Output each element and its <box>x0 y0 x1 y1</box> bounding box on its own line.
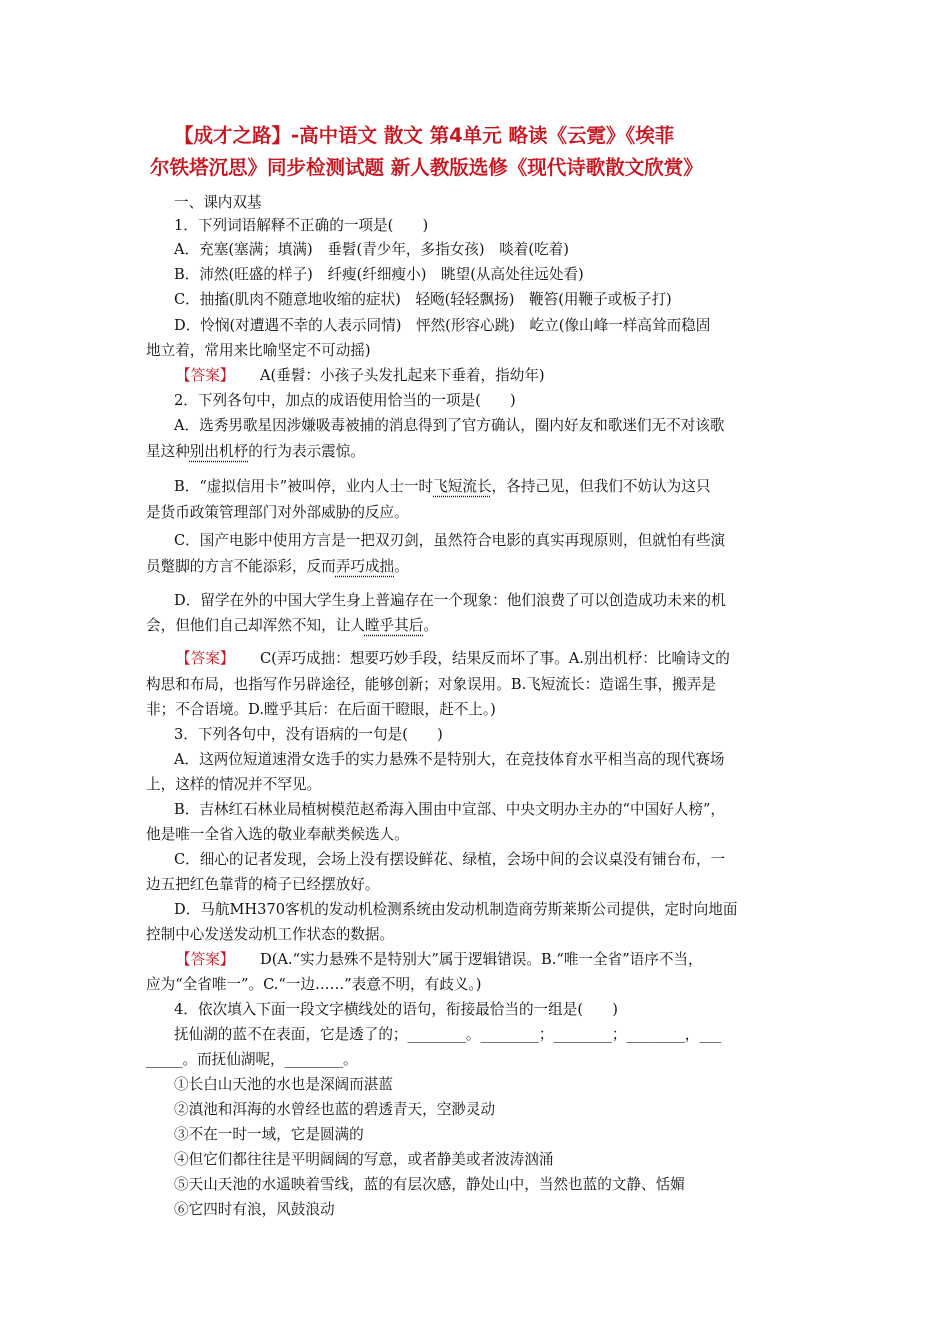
question-4-option-4: ④但它们都往往是平明阔阔的写意，或者静美或者波涛汹涌 <box>174 1151 554 1168</box>
question-4-passage: 抚仙湖的蓝不在表面，它是透了的；________。________；________；________，___ <box>174 1026 722 1043</box>
text: 员蹩脚的方言不能添彩，反而 <box>146 558 336 575</box>
question-2-option-a-cont <box>146 441 365 463</box>
question-1-option-d: D．怜悯(对遭遇不幸的人表示同情) 怦然(形容心跳) 屹立(像山峰一样高耸而稳固 <box>174 317 711 334</box>
question-4: 4．依次填入下面一段文字横线处的语句，衔接最恰当的一组是( ) <box>174 1001 618 1018</box>
answer-3-label: 【答案】 <box>176 951 235 968</box>
question-4-option-5: ⑤天山天池的水遥映着雪线，蓝的有层次感，静处山中，当然也蓝的文静、恬媚 <box>174 1176 685 1193</box>
question-3-option-a: A．这两位短道速滑女选手的实力悬殊不是特别大，在竞技体育水平相当高的现代赛场 <box>174 751 725 768</box>
text: 的行为表示震惊。 <box>248 443 365 460</box>
question-1-option-b: B．沛然(旺盛的样子) 纤瘦(纤细瘦小) 眺望(从高处往远处看) <box>174 266 584 283</box>
question-1-option-a: A．充塞(塞满；填满) 垂髫(青少年，多指女孩) 啖着(吃着) <box>174 241 569 258</box>
dotted-idiom: 弄巧成拙 <box>335 558 395 575</box>
question-1-option-d-cont: 地立着，常用来比喻坚定不可动摇) <box>146 342 371 359</box>
document-title-line-2: 尔铁塔沉思》同步检测试题 新人教版选修《现代诗歌散文欣赏》 <box>150 156 703 179</box>
question-1-option-c: C．抽搐(肌肉不随意地收缩的症状) 轻飏(轻轻飘扬) 鞭笞(用鞭子或板子打) <box>174 291 672 308</box>
question-4-option-6: ⑥它四时有浪，风鼓浪动 <box>174 1201 335 1218</box>
question-2-option-b <box>174 476 710 498</box>
question-4-option-1: ①长白山天池的水也是深阔而湛蓝 <box>174 1076 393 1093</box>
text: 星这种 <box>146 443 190 460</box>
answer-1-label: 【答案】 <box>176 367 235 384</box>
dotted-idiom: 瞠乎其后 <box>364 617 424 634</box>
question-2-option-d-cont <box>146 615 438 637</box>
text: 会，但他们自己却浑然不知，让人 <box>146 617 365 634</box>
question-4-option-2: ②滇池和洱海的水曾经也蓝的碧透青天，空渺灵动 <box>174 1101 496 1118</box>
answer-3-text: D(A.“实力悬殊不是特别大”属于逻辑错误。B.“唯一全省”语序不当， <box>260 951 703 968</box>
text: B．“虚拟信用卡”被叫停，业内人士一时 <box>174 478 434 495</box>
answer-2-text-cont-1: 构思和布局，也指写作另辟途径，能够创新；对象误用。B.飞短流长：造谣生事，搬弄是 <box>146 676 716 693</box>
answer-3-text-cont: 应为“全省唯一”。C.“一边……”表意不明，有歧义。) <box>146 976 482 993</box>
question-3-option-a-cont: 上，这样的情况并不罕见。 <box>146 776 322 793</box>
question-4-option-3: ③不在一时一域，它是圆满的 <box>174 1126 364 1143</box>
document-title-line-1: 【成才之路】-高中语文 散文 第4单元 略读《云霓》《埃菲 <box>174 124 675 147</box>
text: 。 <box>394 558 409 575</box>
text: 。 <box>423 617 438 634</box>
question-2-option-b-cont: 是货币政策管理部门对外部威胁的反应。 <box>146 504 409 521</box>
question-2-option-a: A．选秀男歌星因涉嫌吸毒被捕的消息得到了官方确认，圈内好友和歌迷们无不对该歌 <box>174 417 725 434</box>
question-3-option-c-cont: 边五把红色靠背的椅子已经摆放好。 <box>146 876 380 893</box>
question-3: 3．下列各句中，没有语病的一句是( ) <box>174 726 443 743</box>
question-2-option-c-cont <box>146 556 409 578</box>
question-2: 2．下列各句中，加点的成语使用恰当的一项是( ) <box>174 392 516 409</box>
question-4-passage-cont: _____。而抚仙湖呢，________。 <box>146 1051 358 1068</box>
dotted-idiom: 别出机杼 <box>189 443 249 460</box>
section-heading: 一、课内双基 <box>174 194 262 211</box>
text: ，各持己见，但我们不妨认为这只 <box>491 478 711 495</box>
question-3-option-d-cont: 控制中心发送发动机工作状态的数据。 <box>146 926 395 943</box>
question-2-option-c: C．国产电影中使用方言是一把双刃剑，虽然符合电影的真实再现原则，但就怕有些演 <box>174 532 726 549</box>
dotted-idiom: 飞短流长 <box>433 478 492 495</box>
answer-2-text: C(弄巧成拙：想要巧妙手段，结果反而坏了事。A.别出机杼：比喻诗文的 <box>260 650 730 667</box>
question-3-option-d: D．马航MH370客机的发动机检测系统由发动机制造商劳斯莱斯公司提供，定时向地面 <box>174 901 738 918</box>
answer-2-label: 【答案】 <box>176 650 235 667</box>
question-3-option-b-cont: 他是唯一全省入选的敬业奉献类候选人。 <box>146 826 409 843</box>
question-3-option-b: B．吉林红石林业局植树模范赵希海入围由中宣部、中央文明办主办的“中国好人榜”， <box>174 801 726 818</box>
question-3-option-c: C．细心的记者发现，会场上没有摆设鲜花、绿植，会场中间的会议桌没有铺台布，一 <box>174 851 726 868</box>
question-2-option-d: D．留学在外的中国大学生身上普遍存在一个现象：他们浪费了可以创造成功未来的机 <box>174 592 726 609</box>
question-1: 1．下列词语解释不正确的一项是( ) <box>174 217 429 234</box>
answer-2-text-cont-2: 非；不合语境。D.瞠乎其后：在后面干瞪眼，赶不上。) <box>146 701 496 718</box>
answer-1-text: A(垂髫：小孩子头发扎起来下垂着，指幼年) <box>260 367 545 384</box>
